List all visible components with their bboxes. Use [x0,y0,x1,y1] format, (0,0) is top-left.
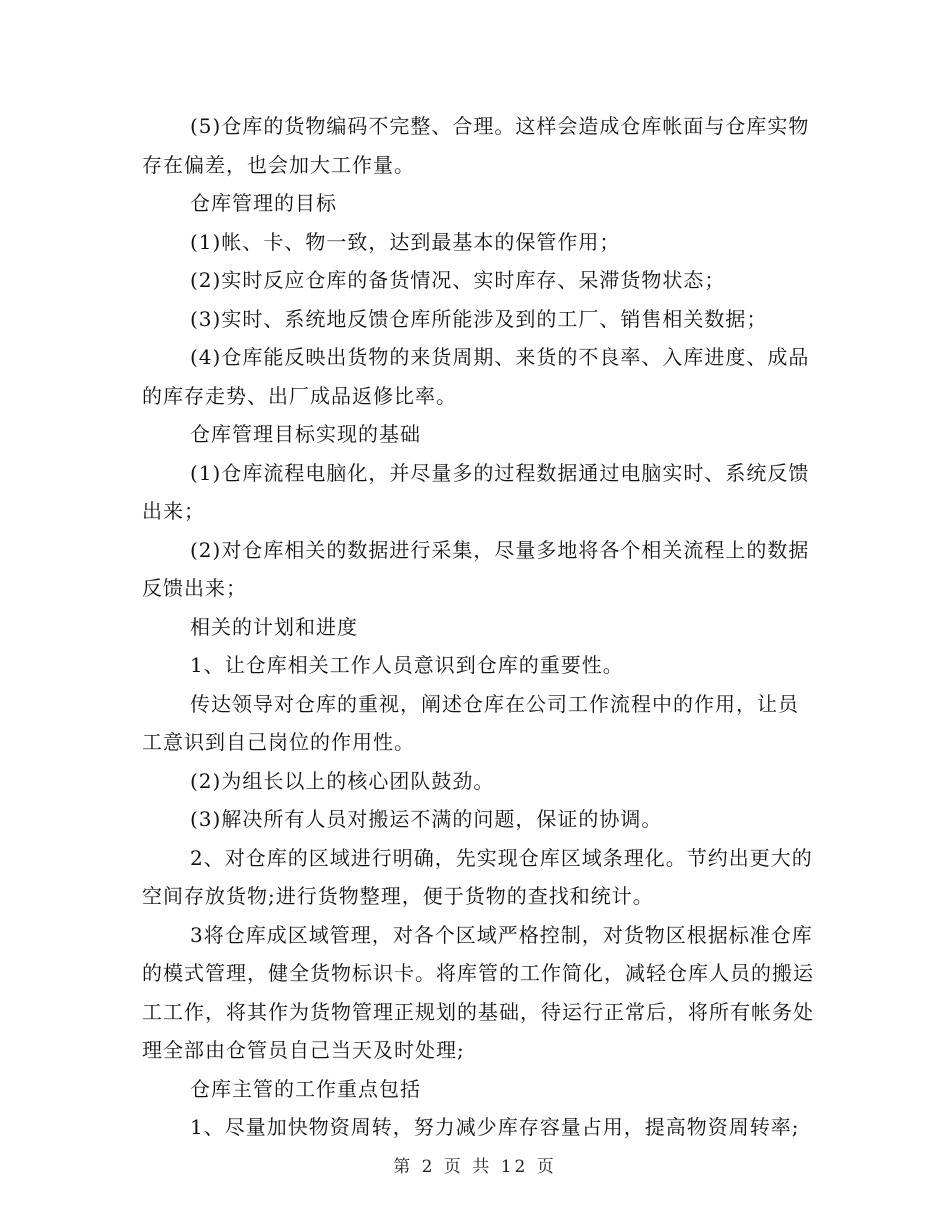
page-number-footer: 第 2 页 共 12 页 [393,1157,557,1177]
paragraph-basis-1: (1)仓库流程电脑化，并尽量多的过程数据通过电脑实时、系统反馈出来； [142,460,810,523]
paragraph-goal-4: (4)仓库能反映出货物的来货周期、来货的不良率、入库进度、成品的库存走势、出厂成品返修比率。 [142,345,810,408]
paragraph-focus-1: 1、尽量加快物资周转，努力减少库存容量占用，提高物资周转率; [190,1115,800,1139]
section-heading-plan-progress: 相关的计划和进度 [190,614,358,639]
paragraph-goal-3: (3)实时、系统地反馈仓库所能涉及到的工厂、销售相关数据； [190,306,768,331]
paragraph-basis-2: (2)对仓库相关的数据进行采集，尽量多地将各个相关流程上的数据反馈出来； [142,537,810,600]
paragraph-goal-2: (2)实时反应仓库的备货情况、实时库存、呆滞货物状态； [190,268,726,292]
section-heading-warehouse-goals: 仓库管理的目标 [190,191,337,215]
paragraph-leadership: 传达领导对仓库的重视，阐述仓库在公司工作流程中的作用，让员工意识到自己岗位的作用性。 [142,691,799,754]
paragraph-goods-coding: (5)仓库的货物编码不完整、合理。这样会造成仓库帐面与仓库实物存在偏差，也会加大工作量。 [142,114,810,177]
paragraph-plan-core-team: (2)为组长以上的核心团队鼓劲。 [190,768,495,793]
section-heading-supervisor-focus: 仓库主管的工作重点包括 [190,1076,421,1101]
paragraph-plan-1: 1、让仓库相关工作人员意识到仓库的重要性。 [190,653,624,677]
paragraph-plan-2: 2、对仓库的区域进行明确，先实现仓库区域条理化。节约出更大的空间存放货物;进行货物整理，便于货物的查找和统计。 [142,845,813,908]
paragraph-plan-handling: (3)解决所有人员对搬运不满的问题，保证的协调。 [190,807,663,831]
paragraph-goal-1: (1)帐、卡、物一致，达到最基本的保管作用； [190,229,621,254]
document-body [142,107,817,1147]
paragraph-plan-3: 3将仓库成区域管理，对各个区域严格控制，对货物区根据标准仓库的模式管理，健全货物标识卡。将库管的工作简化，减轻仓库人员的搬运工工作，将其作为货物管理正规划的基础，待运行正常后，将所有帐务处理全部由仓管员自己当天及时处理; [142,922,814,1062]
section-heading-goal-basis: 仓库管理目标实现的基础 [190,422,421,446]
